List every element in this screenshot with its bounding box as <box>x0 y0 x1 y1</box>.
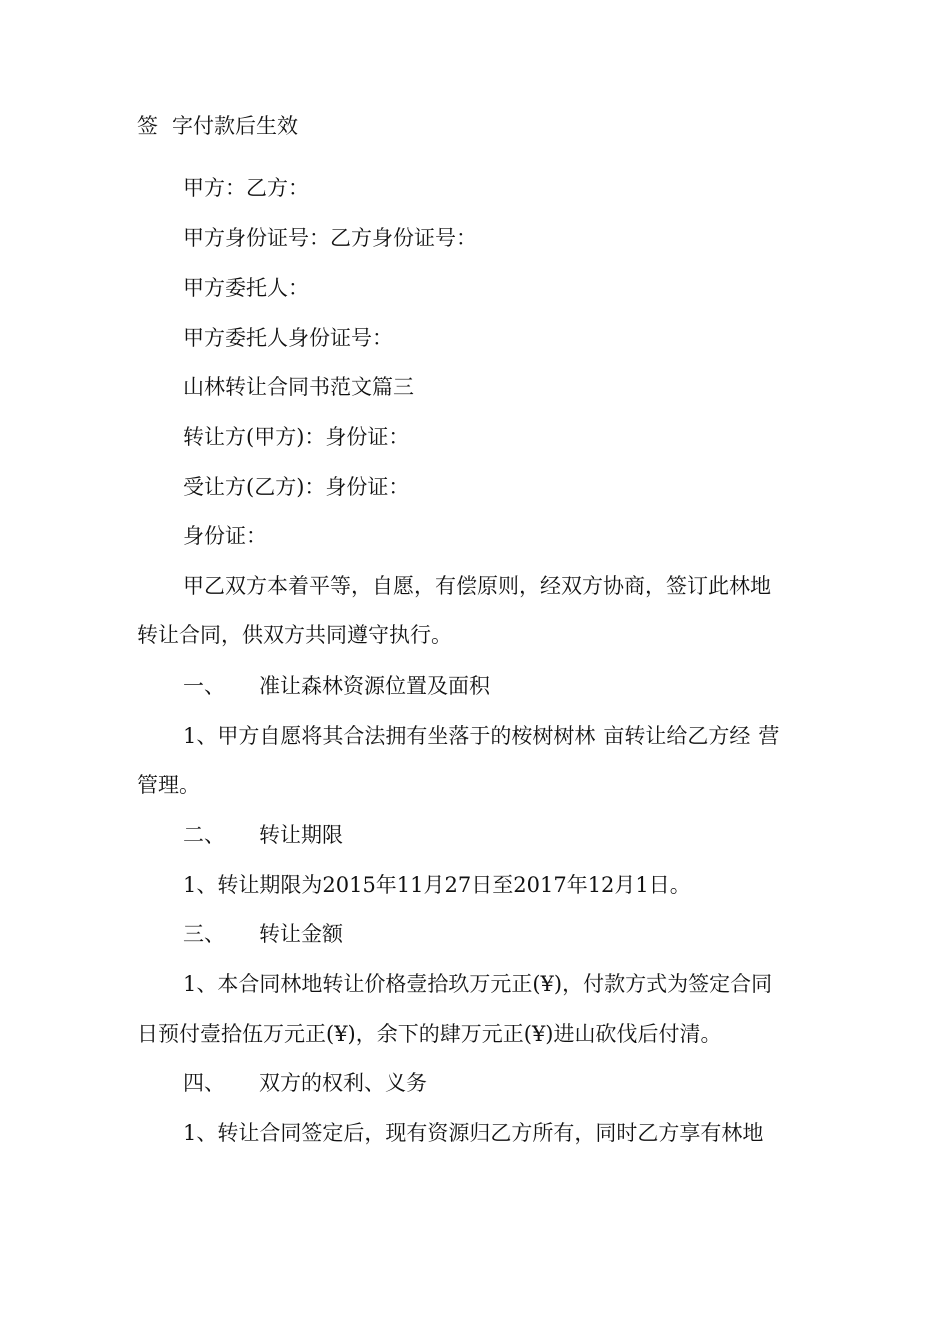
doc-line-party-a-agent: 甲方委托人： <box>183 276 309 300</box>
doc-heading-3 <box>183 920 343 948</box>
doc-heading-1 <box>183 672 490 700</box>
doc-text: 亩转让给乙方经 <box>603 724 751 748</box>
doc-line-transferor: 转让方(甲方)：身份证： <box>183 425 410 449</box>
doc-line-id-numbers: 甲方身份证号：乙方身份证号： <box>183 226 477 250</box>
heading-number: 三、 <box>183 922 225 946</box>
doc-heading-4 <box>183 1069 427 1097</box>
doc-text: 营 <box>758 724 780 748</box>
doc-paragraph-intro-1: 甲乙双方本着平等，自愿，有偿原则，经双方协商，签订此林地 <box>183 574 771 598</box>
heading-number: 一、 <box>183 674 225 698</box>
doc-line-signature-effective <box>137 112 298 140</box>
doc-clause-1-1 <box>183 722 779 750</box>
heading-text: 转让期限 <box>259 823 343 847</box>
heading-text: 转让金额 <box>259 922 343 946</box>
heading-text: 双方的权利、义务 <box>259 1071 427 1095</box>
doc-text: 字付款后生效 <box>172 114 298 138</box>
doc-clause-2-1: 1、转让期限为2015年11月27日至2017年12月1日。 <box>183 873 691 897</box>
doc-line-transferee: 受让方(乙方)：身份证： <box>183 475 410 499</box>
heading-number: 四、 <box>183 1071 225 1095</box>
doc-section-title: 山林转让合同书范文篇三 <box>183 375 414 399</box>
doc-clause-1-1-cont: 管理。 <box>137 773 200 797</box>
doc-clause-3-1-cont: 日预付壹拾伍万元正(¥)，余下的肆万元正(¥)进山砍伐后付清。 <box>137 1022 722 1046</box>
doc-heading-2 <box>183 821 343 849</box>
doc-line-id-card: 身份证： <box>183 524 267 548</box>
doc-text: 1、甲方自愿将其合法拥有坐落于的桉树树林 <box>183 724 596 748</box>
doc-paragraph-intro-2: 转让合同，供双方共同遵守执行。 <box>137 623 452 647</box>
doc-clause-3-1: 1、本合同林地转让价格壹拾玖万元正(¥)，付款方式为签定合同 <box>183 972 773 996</box>
doc-clause-4-1: 1、转让合同签定后，现有资源归乙方所有，同时乙方享有林地 <box>183 1121 764 1145</box>
doc-text: 签 <box>137 114 158 138</box>
heading-text: 准让森林资源位置及面积 <box>259 674 490 698</box>
doc-line-agent-id: 甲方委托人身份证号： <box>183 326 393 350</box>
doc-line-parties: 甲方：乙方： <box>183 176 309 200</box>
heading-number: 二、 <box>183 823 225 847</box>
